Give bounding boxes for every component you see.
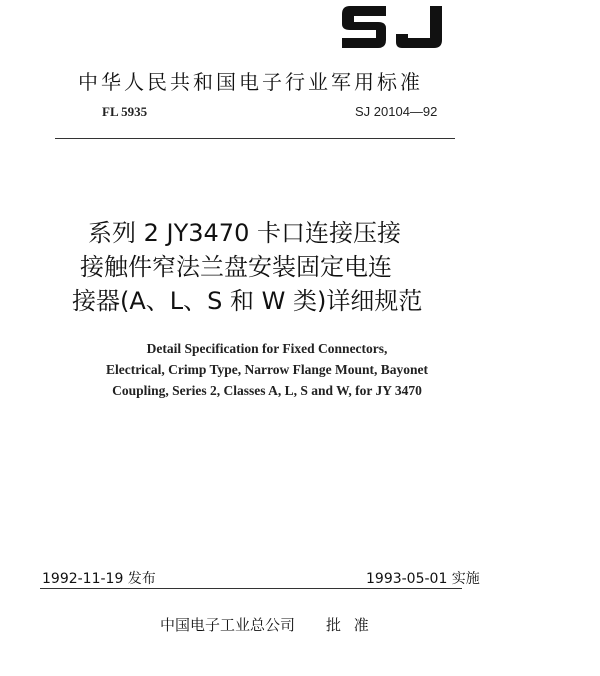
english-title-line: Detail Specification for Fixed Connectors,	[146, 341, 388, 356]
chinese-title-line: 系列 2 JY3470 卡口连接压接	[88, 219, 401, 247]
approval-label: 批 准	[326, 616, 373, 634]
english-title	[62, 338, 472, 401]
english-title-line: Electrical, Crimp Type, Narrow Flange Mount, Bayonet	[105, 362, 429, 377]
chinese-title-line: 接触件窄法兰盘安装固定电连	[80, 253, 392, 281]
issuing-organization: 中国电子工业总公司	[160, 616, 296, 634]
issue-date: 1992-11-19 发布	[42, 571, 156, 587]
chinese-title	[62, 216, 492, 318]
sj-logo	[338, 2, 450, 52]
standard-title: 中华人民共和国电子行业军用标准	[78, 70, 423, 94]
header-divider	[55, 138, 455, 139]
chinese-title-line: 接器(A、L、S 和 W 类)详细规范	[72, 287, 423, 315]
classification-code: FL 5935	[102, 104, 148, 119]
effective-date: 1993-05-01 实施	[366, 571, 480, 587]
footer-divider	[40, 588, 462, 589]
english-title-line: Coupling, Series 2, Classes A, L, S and W, for JY 3470	[112, 383, 422, 398]
standard-number: SJ 20104—92	[355, 104, 438, 119]
